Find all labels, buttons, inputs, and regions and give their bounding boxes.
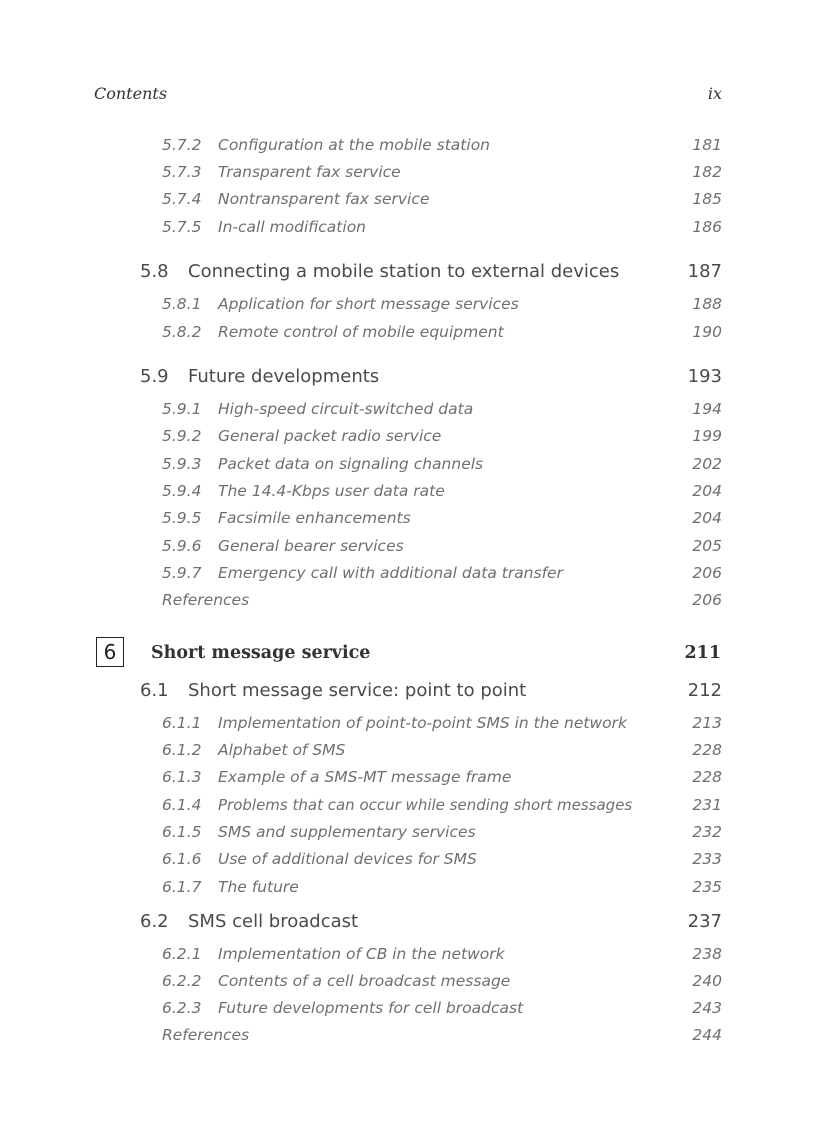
toc-subsection bbox=[0, 999, 816, 1025]
toc-title: Short message service: point to point bbox=[188, 680, 527, 701]
toc-page: 194 bbox=[692, 400, 722, 418]
toc-subsection bbox=[0, 218, 816, 244]
toc-number: 6.2 bbox=[140, 911, 169, 932]
toc-title: Alphabet of SMS bbox=[218, 741, 346, 759]
toc-subsection bbox=[0, 190, 816, 216]
toc-page: 243 bbox=[692, 999, 722, 1017]
toc-page: 233 bbox=[692, 850, 722, 868]
toc-subsection bbox=[0, 741, 816, 767]
toc-page: 235 bbox=[692, 878, 722, 896]
toc-title: References bbox=[162, 591, 250, 609]
toc-title: Transparent fax service bbox=[218, 163, 401, 181]
toc-page: 238 bbox=[692, 945, 722, 963]
toc-number: 5.8 bbox=[140, 261, 169, 282]
toc-number: 5.7.3 bbox=[162, 163, 202, 181]
toc-page: 185 bbox=[692, 190, 722, 208]
toc-page: 231 bbox=[692, 796, 722, 814]
toc-page: 244 bbox=[692, 1026, 722, 1044]
toc-title: Nontransparent fax service bbox=[218, 190, 430, 208]
toc-number: 6.2.2 bbox=[162, 972, 202, 990]
toc-number: 6.2.1 bbox=[162, 945, 202, 963]
toc-title: Configuration at the mobile station bbox=[218, 136, 490, 154]
toc-number: 5.9.2 bbox=[162, 427, 202, 445]
toc-number: 5.9.3 bbox=[162, 455, 202, 473]
toc-number: 5.9.5 bbox=[162, 509, 202, 527]
toc-title: SMS and supplementary services bbox=[218, 823, 476, 841]
toc-number: 5.8.1 bbox=[162, 295, 202, 313]
toc-section bbox=[0, 911, 816, 937]
running-header bbox=[94, 84, 722, 108]
toc-title: High-speed circuit-switched data bbox=[218, 400, 474, 418]
toc-title: Packet data on signaling channels bbox=[218, 455, 484, 473]
toc-subsection bbox=[0, 455, 816, 481]
toc-page: 232 bbox=[692, 823, 722, 841]
toc-number: 6.1.6 bbox=[162, 850, 202, 868]
toc-number: 5.7.4 bbox=[162, 190, 202, 208]
toc-page: 228 bbox=[692, 741, 722, 759]
toc-page: 211 bbox=[684, 643, 721, 663]
toc-subsection bbox=[0, 972, 816, 998]
toc-subsection bbox=[0, 537, 816, 563]
toc-number: 6.1 bbox=[140, 680, 169, 701]
toc-subsection bbox=[0, 945, 816, 971]
toc-number: 5.8.2 bbox=[162, 323, 202, 341]
toc-page: 212 bbox=[687, 680, 722, 701]
toc-subsection bbox=[0, 163, 816, 189]
toc-subsection bbox=[0, 714, 816, 740]
toc-page: 237 bbox=[687, 911, 722, 932]
toc-page: 204 bbox=[692, 509, 722, 527]
toc-title: References bbox=[162, 1026, 250, 1044]
toc-page: 240 bbox=[692, 972, 722, 990]
toc-title: Facsimile enhancements bbox=[218, 509, 411, 527]
toc-title: Short message service bbox=[151, 643, 371, 663]
toc-subsection bbox=[0, 323, 816, 349]
toc-references bbox=[0, 591, 816, 617]
toc-page: 206 bbox=[692, 564, 722, 582]
toc-subsection bbox=[0, 482, 816, 508]
toc-section bbox=[0, 261, 816, 287]
toc-title: Application for short message services bbox=[218, 295, 519, 313]
toc-subsection bbox=[0, 509, 816, 535]
toc-title: General packet radio service bbox=[218, 427, 442, 445]
toc-title: Use of additional devices for SMS bbox=[218, 850, 477, 868]
toc-number: 5.9.4 bbox=[162, 482, 202, 500]
toc-page: 181 bbox=[692, 136, 722, 154]
toc-page: 182 bbox=[692, 163, 722, 181]
toc-title: Remote control of mobile equipment bbox=[218, 323, 504, 341]
toc-title: The 14.4-Kbps user data rate bbox=[218, 482, 445, 500]
toc-title: General bearer services bbox=[218, 537, 404, 555]
toc-title: Connecting a mobile station to external devices bbox=[188, 261, 620, 282]
toc-title: Future developments for cell broadcast bbox=[218, 999, 524, 1017]
toc-page: 204 bbox=[692, 482, 722, 500]
toc-title: Implementation of CB in the network bbox=[218, 945, 505, 963]
toc-title: Emergency call with additional data transfer bbox=[218, 564, 563, 582]
toc-page: 187 bbox=[687, 261, 722, 282]
toc-subsection bbox=[0, 400, 816, 426]
toc-number: 5.9 bbox=[140, 366, 169, 387]
toc-page: 186 bbox=[692, 218, 722, 236]
toc-subsection bbox=[0, 768, 816, 794]
toc-title: Example of a SMS-MT message frame bbox=[218, 768, 512, 786]
toc-number: 5.9.6 bbox=[162, 537, 202, 555]
toc-chapter bbox=[0, 640, 816, 669]
toc-number: 6.1.5 bbox=[162, 823, 202, 841]
toc-title: SMS cell broadcast bbox=[188, 911, 359, 932]
toc-title: Contents of a cell broadcast message bbox=[218, 972, 511, 990]
toc-number: 6.1.3 bbox=[162, 768, 202, 786]
toc-page: 193 bbox=[687, 366, 722, 387]
toc-number: 5.9.7 bbox=[162, 564, 202, 582]
toc-subsection bbox=[0, 823, 816, 849]
toc-title: Implementation of point-to-point SMS in the network bbox=[218, 714, 627, 732]
chapter-number-box: 6 bbox=[96, 637, 124, 667]
toc-page: 228 bbox=[692, 768, 722, 786]
toc-title: Problems that can occur while sending short messages bbox=[218, 796, 633, 814]
toc-subsection bbox=[0, 796, 816, 822]
toc-number: 6.1.7 bbox=[162, 878, 202, 896]
toc-subsection bbox=[0, 136, 816, 162]
toc-subsection bbox=[0, 850, 816, 876]
toc-title: The future bbox=[218, 878, 299, 896]
toc-number: 5.9.1 bbox=[162, 400, 202, 418]
toc-number: 6.1.2 bbox=[162, 741, 202, 759]
toc-number: 5.7.5 bbox=[162, 218, 202, 236]
toc-subsection bbox=[0, 564, 816, 590]
toc-number: 6.1.4 bbox=[162, 796, 202, 814]
toc-page: 205 bbox=[692, 537, 722, 555]
toc-page: 199 bbox=[692, 427, 722, 445]
header-page-number: ix bbox=[707, 84, 722, 103]
toc-title: Future developments bbox=[188, 366, 380, 387]
toc-page: 206 bbox=[692, 591, 722, 609]
toc-page: 213 bbox=[692, 714, 722, 732]
toc-number: 6.1.1 bbox=[162, 714, 202, 732]
toc-page: 188 bbox=[692, 295, 722, 313]
toc-title: In-call modification bbox=[218, 218, 366, 236]
toc-references bbox=[0, 1026, 816, 1052]
toc-number: 5.7.2 bbox=[162, 136, 202, 154]
toc-section bbox=[0, 366, 816, 392]
toc-page: 190 bbox=[692, 323, 722, 341]
toc-subsection bbox=[0, 427, 816, 453]
toc-number: 6.2.3 bbox=[162, 999, 202, 1017]
toc-subsection bbox=[0, 295, 816, 321]
toc-page: 202 bbox=[692, 455, 722, 473]
header-title: Contents bbox=[94, 84, 168, 103]
toc-subsection bbox=[0, 878, 816, 904]
toc-section bbox=[0, 680, 816, 706]
